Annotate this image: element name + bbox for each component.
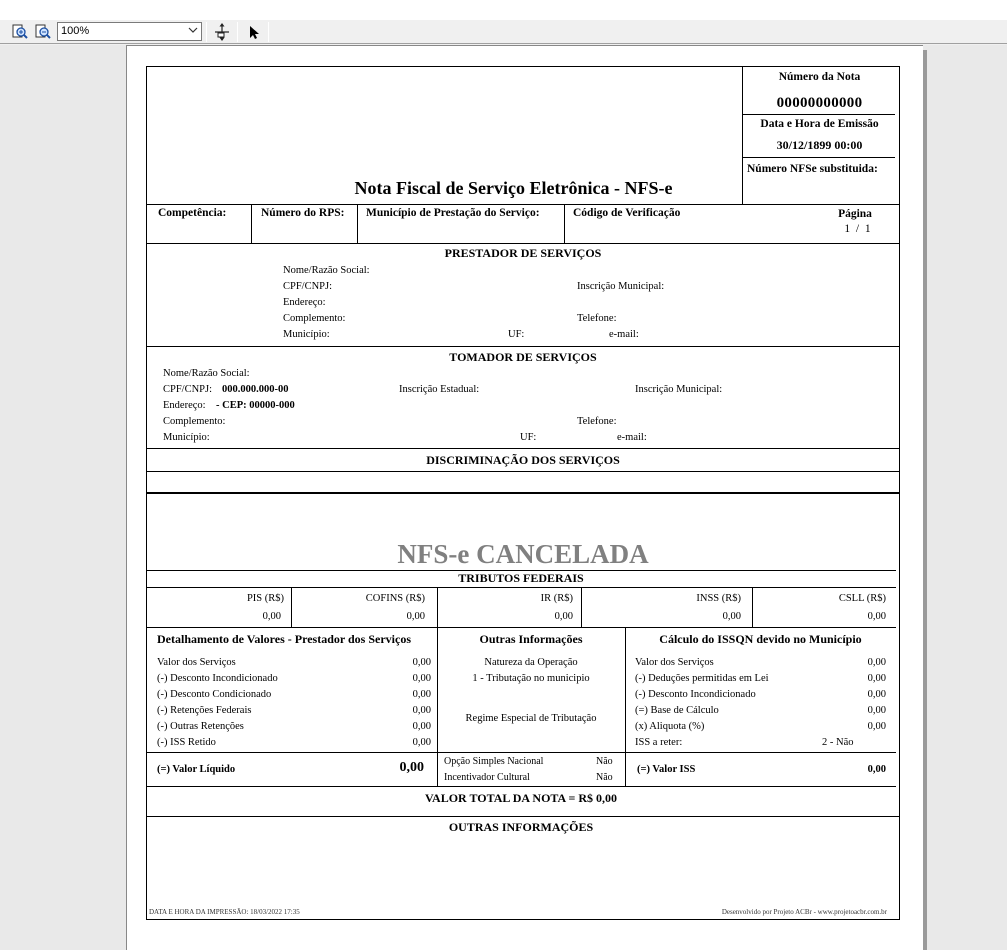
toolbar-separator: [268, 22, 269, 42]
divider: [752, 587, 753, 627]
tributos-title: TRIBUTOS FEDERAIS: [458, 571, 584, 585]
competencia-label: Competência:: [158, 207, 227, 219]
incentivador-value: Não: [596, 772, 613, 783]
issqn-row-value: 0,00: [867, 705, 886, 716]
tomador-endereco-label: Endereço:: [163, 400, 206, 411]
det-row-label: (-) Retenções Federais: [157, 705, 252, 716]
issqn-row-label: (=) Base de Cálculo: [635, 705, 719, 716]
pagina-label: Página: [838, 208, 872, 220]
csll-value: 0,00: [867, 611, 886, 622]
tomador-inscricao-municipal-label: Inscrição Municipal:: [635, 384, 723, 395]
prestador-inscricao-municipal-label: Inscrição Municipal:: [577, 281, 665, 292]
det-row-value: 0,00: [412, 657, 431, 668]
zoom-in-icon[interactable]: [10, 22, 30, 42]
prestador-endereco-label: Endereço:: [283, 297, 326, 308]
cancelada-watermark: NFS-e CANCELADA: [397, 539, 649, 569]
divider: [146, 471, 900, 472]
divider: [437, 627, 438, 786]
numero-nota-label: Número da Nota: [778, 71, 861, 83]
det-row-label: (-) ISS Retido: [157, 737, 216, 748]
outras-informacoes-title: OUTRAS INFORMAÇÕES: [448, 820, 594, 834]
prestador-email-label: e-mail:: [609, 329, 639, 340]
prestador-complemento-label: Complemento:: [283, 313, 346, 324]
tomador-telefone-label: Telefone:: [577, 416, 617, 427]
divider: [625, 627, 626, 786]
det-row-label: Valor dos Serviços: [157, 657, 236, 668]
valor-iss-label: (=) Valor ISS: [637, 764, 696, 775]
cofins-value: 0,00: [406, 611, 425, 622]
issqn-row-value: 0,00: [867, 657, 886, 668]
cofins-label: COFINS (R$): [365, 593, 425, 604]
issqn-row-label: (-) Deduções permitidas em Lei: [635, 673, 769, 684]
det-row-value: 0,00: [412, 737, 431, 748]
detalhamento-title: Detalhamento de Valores - Prestador dos Serviços: [157, 632, 411, 646]
divider: [742, 114, 895, 115]
numero-nota-value: 00000000000: [776, 95, 863, 111]
tomador-cpf-value: 000.000.000-00: [222, 384, 289, 395]
divider: [625, 752, 896, 753]
divider: [146, 448, 900, 449]
tomador-complemento-label: Complemento:: [163, 416, 226, 427]
tomador-municipio-label: Município:: [163, 432, 210, 443]
zoom-out-icon[interactable]: [33, 22, 53, 42]
pis-value: 0,00: [262, 611, 281, 622]
issqn-title: Cálculo do ISSQN devido no Município: [659, 632, 862, 646]
divider: [146, 243, 900, 244]
divider: [146, 786, 896, 787]
top-strip: [0, 0, 1007, 20]
municipio-prestacao-label: Município de Prestação do Serviço:: [366, 207, 540, 219]
issqn-row-value: 0,00: [867, 689, 886, 700]
valor-iss-value: 0,00: [867, 764, 886, 775]
det-row-value: 0,00: [412, 689, 431, 700]
divider: [581, 587, 582, 627]
pagina-value: 1 / 1: [844, 223, 871, 235]
divider: [146, 204, 900, 205]
issqn-row-label: (-) Desconto Incondicionado: [635, 689, 756, 700]
divider: [146, 752, 437, 753]
outras-title: Outras Informações: [479, 632, 583, 646]
substituida-label: Número NFSe substituida:: [747, 163, 878, 175]
document-title: Nota Fiscal de Serviço Eletrônica - NFS-e: [354, 178, 673, 198]
zoom-value: 100%: [61, 25, 90, 37]
divider: [742, 157, 895, 158]
det-row-value: 0,00: [412, 705, 431, 716]
discriminacao-title: DISCRIMINAÇÃO DOS SERVIÇOS: [426, 453, 620, 467]
valor-liquido-label: (=) Valor Líquido: [157, 764, 236, 775]
det-row-value: 0,00: [412, 721, 431, 732]
data-emissao-label: Data e Hora de Emissão: [760, 118, 879, 130]
tomador-inscricao-estadual-label: Inscrição Estadual:: [399, 384, 480, 395]
ir-label: IR (R$): [540, 593, 573, 604]
csll-label: CSLL (R$): [838, 593, 886, 604]
zoom-select[interactable]: [57, 22, 202, 41]
prestador-cpf-label: CPF/CNPJ:: [283, 281, 333, 292]
incentivador-label: Incentivador Cultural: [444, 772, 530, 783]
chevron-down-icon: [188, 24, 198, 41]
divider: [357, 204, 358, 243]
valor-liquido-value: 0,00: [399, 760, 424, 775]
rps-label: Número do RPS:: [261, 207, 345, 219]
codigo-verificacao-label: Código de Verificação: [573, 207, 681, 219]
divider: [146, 816, 900, 817]
regime-label: Regime Especial de Tributação: [465, 713, 597, 724]
tomador-email-label: e-mail:: [617, 432, 647, 443]
det-row-label: (-) Desconto Incondicionado: [157, 673, 278, 684]
toolbar-separator: [206, 22, 207, 42]
tomador-uf-label: UF:: [520, 432, 537, 443]
move-icon[interactable]: [212, 22, 232, 42]
prestador-razao-label: Nome/Razão Social:: [283, 265, 370, 276]
divider: [564, 204, 565, 243]
inss-label: INSS (R$): [696, 593, 741, 604]
toolbar-separator: [237, 22, 238, 42]
iss-reter-value: 2 - Não: [822, 737, 854, 748]
divider: [146, 492, 900, 494]
tomador-razao-label: Nome/Razão Social:: [163, 368, 250, 379]
divider: [437, 752, 625, 753]
divider: [146, 346, 900, 347]
pointer-icon[interactable]: [244, 22, 264, 42]
tomador-cpf-label: CPF/CNPJ:: [163, 384, 213, 395]
det-row-label: (-) Desconto Condicionado: [157, 689, 272, 700]
data-emissao-value: 30/12/1899 00:00: [776, 138, 863, 152]
data-impressao: DATA E HORA DA IMPRESSÃO: 18/03/2022 17:35: [149, 908, 300, 916]
prestador-telefone-label: Telefone:: [577, 313, 617, 324]
divider: [291, 587, 292, 627]
prestador-title: PRESTADOR DE SERVIÇOS: [444, 246, 602, 260]
tomador-cep-value: - CEP: 00000-000: [216, 400, 295, 411]
simples-value: Não: [596, 756, 613, 767]
iss-reter-label: ISS a reter:: [635, 737, 683, 748]
desenvolvido-por: Desenvolvido por Projeto ACBr - www.projetoacbr.com.br: [721, 908, 887, 916]
natureza-value: 1 - Tributação no municipio: [472, 673, 590, 684]
inss-value: 0,00: [722, 611, 741, 622]
natureza-label: Natureza da Operação: [484, 657, 578, 668]
toolbar: [0, 20, 1007, 44]
valor-total: VALOR TOTAL DA NOTA = R$ 0,00: [424, 791, 618, 805]
det-row-label: (-) Outras Retenções: [157, 721, 244, 732]
divider: [437, 587, 438, 627]
issqn-row-value: 0,00: [867, 673, 886, 684]
issqn-row-value: 0,00: [867, 721, 886, 732]
tomador-title: TOMADOR DE SERVIÇOS: [449, 350, 597, 364]
divider: [251, 204, 252, 243]
issqn-row-label: Valor dos Serviços: [635, 657, 714, 668]
det-row-value: 0,00: [412, 673, 431, 684]
prestador-municipio-label: Município:: [283, 329, 330, 340]
divider: [146, 587, 896, 588]
divider: [146, 627, 896, 628]
issqn-row-label: (x) Aliquota (%): [635, 721, 705, 732]
simples-label: Opção Simples Nacional: [444, 756, 544, 767]
ir-value: 0,00: [554, 611, 573, 622]
pis-label: PIS (R$): [246, 593, 284, 604]
prestador-uf-label: UF:: [508, 329, 525, 340]
